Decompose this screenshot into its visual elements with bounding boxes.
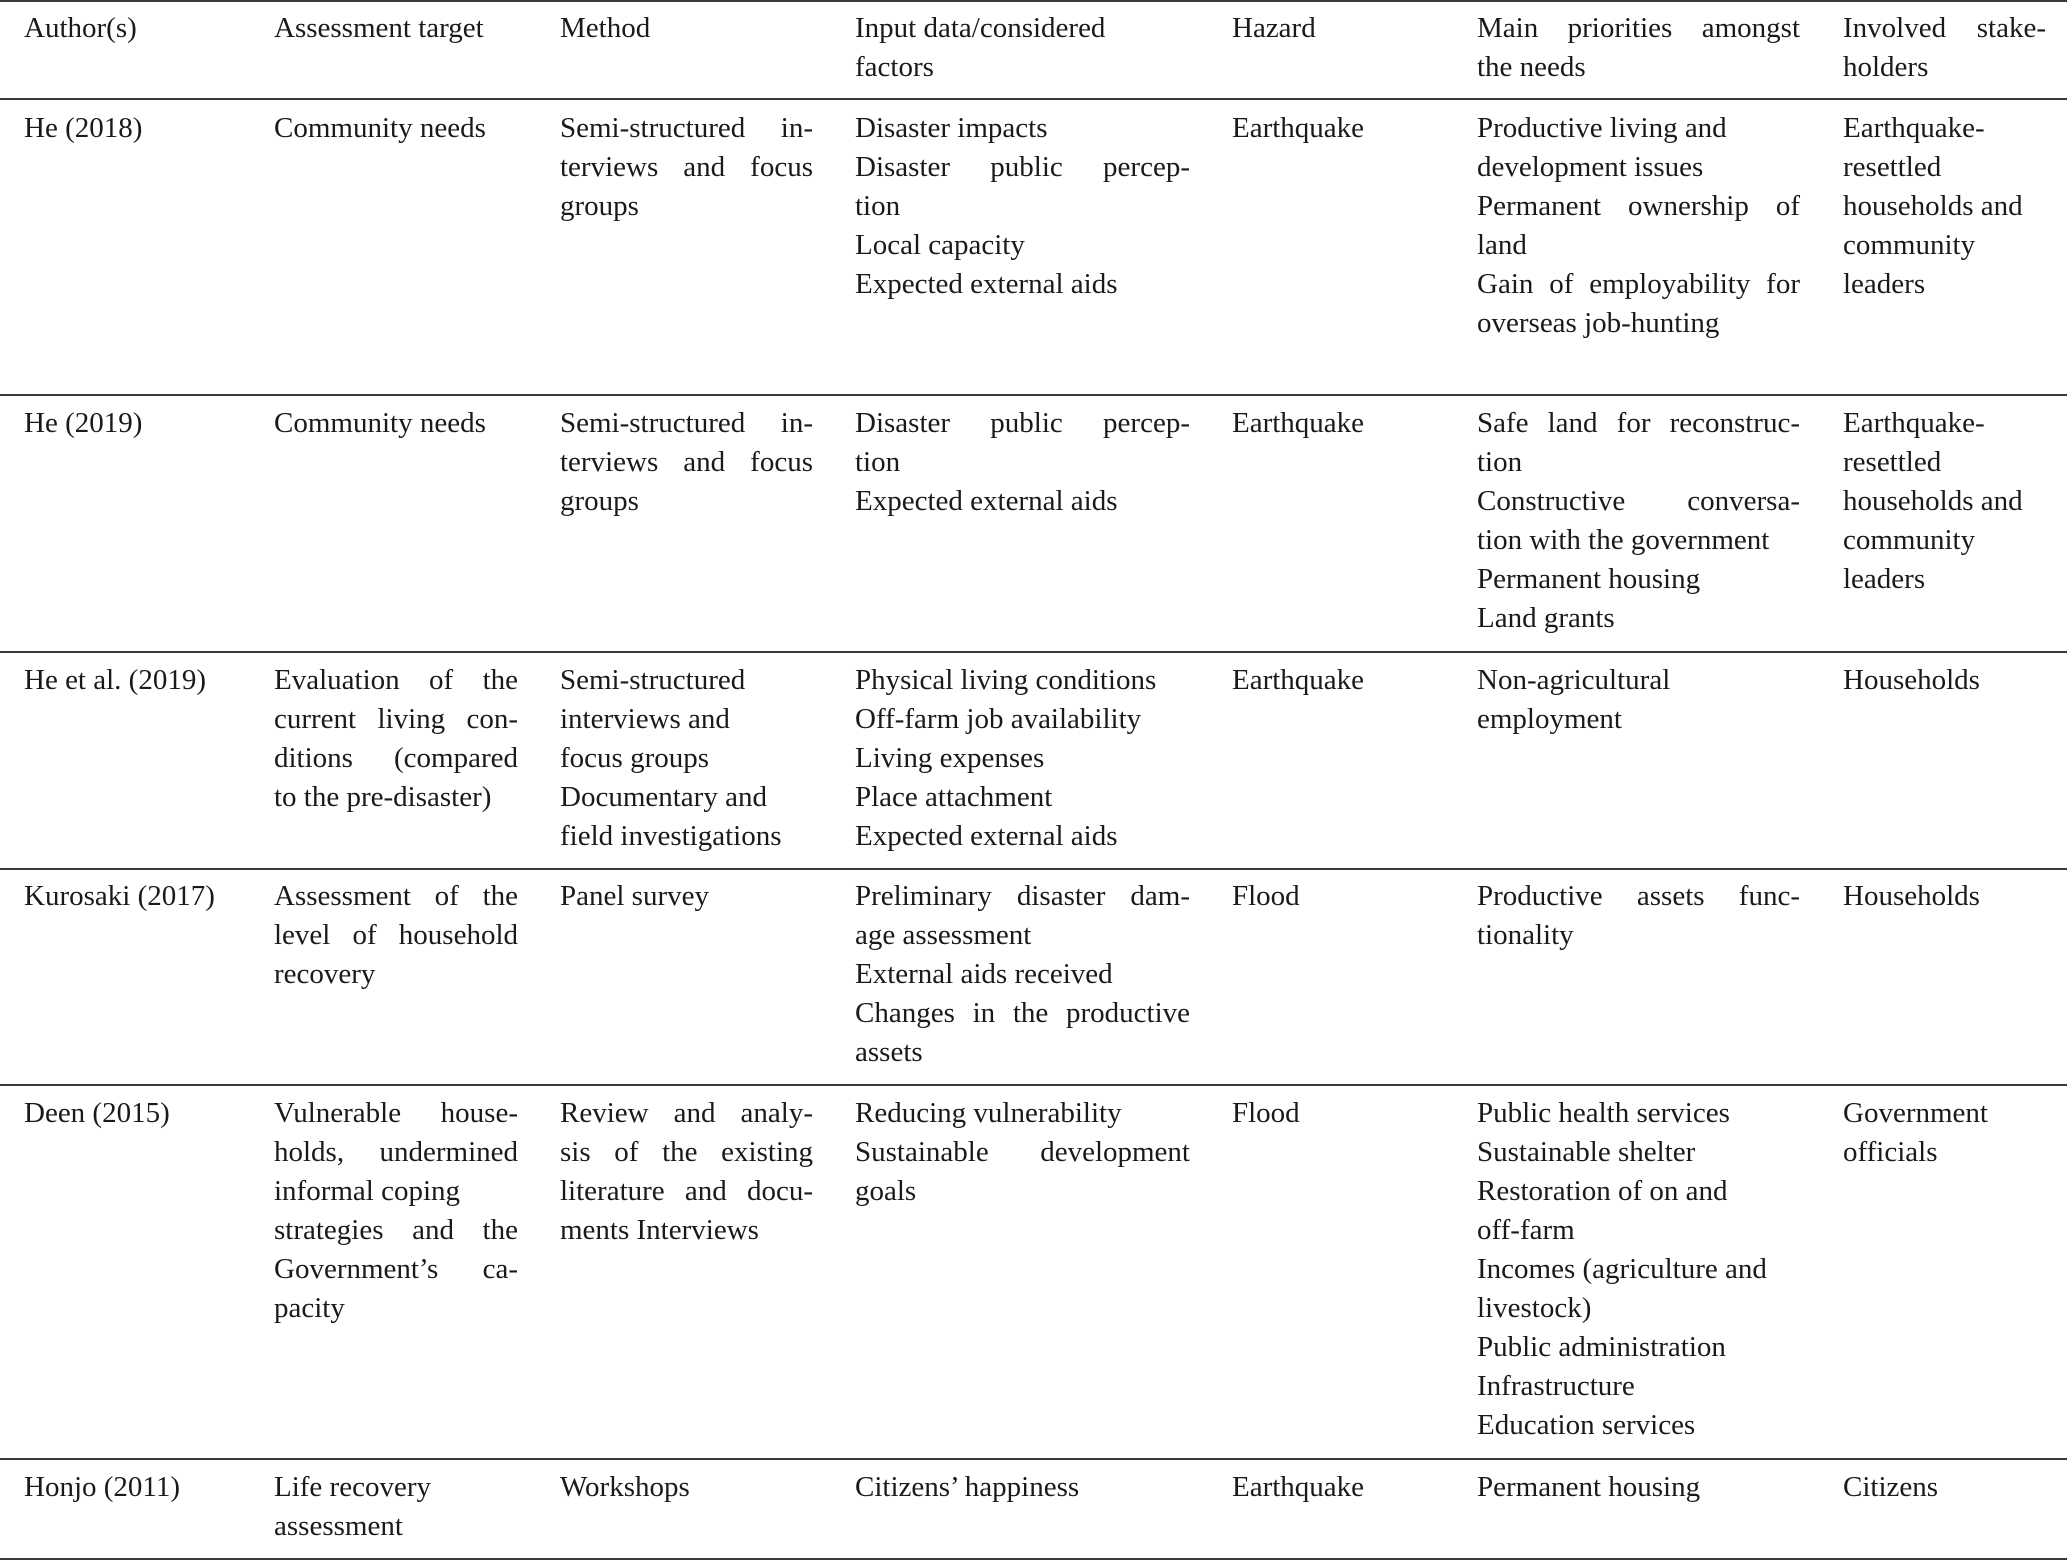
cell-line: officials: [1843, 1136, 1938, 1168]
cell-line: Evaluation of the: [274, 664, 518, 696]
cell-line: Earthquake: [1232, 407, 1365, 439]
cell-line: Kurosaki (2017): [24, 880, 215, 912]
cell-line: Sustainable shelter: [1477, 1136, 1696, 1168]
cell-line: He et al. (2019): [24, 664, 206, 696]
cell-line: Infrastructure: [1477, 1370, 1635, 1402]
author-cell: [24, 109, 264, 148]
row-divider: [0, 1084, 2067, 1086]
header-line: Hazard: [1232, 12, 1316, 44]
header-stakeholders: [1843, 9, 2046, 87]
cell-line: Life recovery: [274, 1471, 431, 1503]
header-line: the needs: [1477, 51, 1586, 83]
cell-line: Households: [1843, 880, 1980, 912]
cell-line: community: [1843, 524, 1976, 556]
stakeholders-cell: [1843, 877, 2046, 916]
cell-line: Expected external aids: [855, 485, 1118, 517]
header-priorities: [1477, 9, 1800, 87]
cell-line: Semi-structured in-: [560, 407, 813, 439]
hazard-cell: [1232, 1468, 1432, 1507]
hazard-cell: [1232, 1094, 1432, 1133]
stakeholders-cell: [1843, 109, 2046, 304]
cell-line: Gain of employability for: [1477, 268, 1800, 300]
header-hazard: [1232, 9, 1432, 48]
cell-line: Physical living conditions: [855, 664, 1157, 696]
cell-line: Expected external aids: [855, 268, 1118, 300]
cell-line: Earthquake-: [1843, 112, 1985, 144]
stakeholders-cell: [1843, 1094, 2046, 1172]
cell-line: Permanent housing: [1477, 1471, 1701, 1503]
cell-line: field investigations: [560, 820, 782, 852]
method-cell: [560, 1094, 813, 1250]
cell-line: Semi-structured in-: [560, 112, 813, 144]
cell-line: Review and analy-: [560, 1097, 813, 1129]
priorities-cell: [1477, 877, 1800, 955]
cell-line: Non-agricultural: [1477, 664, 1671, 696]
hazard-cell: [1232, 661, 1432, 700]
cell-line: Expected external aids: [855, 820, 1118, 852]
cell-line: Permanent ownership of: [1477, 190, 1800, 222]
cell-line: Panel survey: [560, 880, 709, 912]
cell-line: level of household: [274, 919, 518, 951]
header-line: Assessment target: [274, 12, 484, 44]
cell-line: employment: [1477, 703, 1622, 735]
cell-line: sis of the existing: [560, 1136, 813, 1168]
cell-line: informal coping: [274, 1175, 461, 1207]
cell-line: interviews and: [560, 703, 730, 735]
cell-line: Off-farm job availability: [855, 703, 1142, 735]
hazard-cell: [1232, 404, 1432, 443]
cell-line: Education services: [1477, 1409, 1696, 1441]
hazard-cell: [1232, 109, 1432, 148]
cell-line: tion with the government: [1477, 524, 1770, 556]
cell-line: Government’s ca-: [274, 1253, 518, 1285]
method-cell: [560, 661, 813, 856]
cell-line: age assessment: [855, 919, 1032, 951]
stakeholders-cell: [1843, 1468, 2046, 1507]
cell-line: Public administration: [1477, 1331, 1726, 1363]
cell-line: overseas job-hunting: [1477, 307, 1720, 339]
cell-line: He (2018): [24, 112, 143, 144]
cell-line: Productive living and: [1477, 112, 1727, 144]
row-divider: [0, 394, 2067, 396]
cell-line: Incomes (agriculture and: [1477, 1253, 1767, 1285]
cell-line: ditions (compared: [274, 742, 518, 774]
priorities-cell: [1477, 1094, 1800, 1445]
author-cell: [24, 1468, 264, 1507]
cell-line: Safe land for reconstruc-: [1477, 407, 1800, 439]
cell-line: Restoration of on and: [1477, 1175, 1728, 1207]
assessment-target-cell: [274, 404, 518, 443]
row-divider: [0, 868, 2067, 870]
cell-line: terviews and focus: [560, 151, 813, 183]
cell-line: literature and docu-: [560, 1175, 813, 1207]
cell-line: Semi-structured: [560, 664, 746, 696]
cell-line: Earthquake-: [1843, 407, 1985, 439]
cell-line: Households: [1843, 664, 1980, 696]
cell-line: Deen (2015): [24, 1097, 170, 1129]
assessment-target-cell: [274, 661, 518, 817]
cell-line: Flood: [1232, 1097, 1300, 1129]
input-data-cell: [855, 109, 1190, 304]
cell-line: groups: [560, 190, 639, 222]
method-cell: [560, 109, 813, 226]
cell-line: groups: [560, 485, 639, 517]
cell-line: off-farm: [1477, 1214, 1575, 1246]
cell-line: resettled: [1843, 151, 1942, 183]
top-rule: [0, 0, 2067, 2]
input-data-cell: [855, 1468, 1190, 1507]
cell-line: Citizens’ happiness: [855, 1471, 1080, 1503]
cell-line: Workshops: [560, 1471, 690, 1503]
method-cell: [560, 404, 813, 521]
cell-line: Earthquake: [1232, 664, 1365, 696]
cell-line: Local capacity: [855, 229, 1025, 261]
header-line: holders: [1843, 51, 1929, 83]
cell-line: community: [1843, 229, 1976, 261]
cell-line: leaders: [1843, 563, 1926, 595]
cell-line: He (2019): [24, 407, 143, 439]
cell-line: development issues: [1477, 151, 1704, 183]
cell-line: Place attachment: [855, 781, 1053, 813]
cell-line: pacity: [274, 1292, 345, 1324]
assessment-target-cell: [274, 109, 518, 148]
cell-line: External aids received: [855, 958, 1113, 990]
cell-line: Earthquake: [1232, 112, 1365, 144]
input-data-cell: [855, 877, 1190, 1072]
assessment-target-cell: [274, 1094, 518, 1328]
cell-line: Land grants: [1477, 602, 1615, 634]
author-cell: [24, 877, 264, 916]
cell-line: livestock): [1477, 1292, 1592, 1324]
author-cell: [24, 1094, 264, 1133]
cell-line: assets: [855, 1036, 923, 1068]
cell-line: focus groups: [560, 742, 710, 774]
author-cell: [24, 404, 264, 443]
row-divider: [0, 1458, 2067, 1460]
cell-line: Flood: [1232, 880, 1300, 912]
cell-line: goals: [855, 1175, 917, 1207]
cell-line: Vulnerable house-: [274, 1097, 518, 1129]
cell-line: Reducing vulnerability: [855, 1097, 1122, 1129]
cell-line: ments Interviews: [560, 1214, 759, 1246]
assessment-target-cell: [274, 877, 518, 994]
cell-line: tion: [855, 446, 901, 478]
cell-line: recovery: [274, 958, 376, 990]
method-cell: [560, 1468, 813, 1507]
input-data-cell: [855, 661, 1190, 856]
priorities-cell: [1477, 404, 1800, 638]
cell-line: Sustainable development: [855, 1136, 1190, 1168]
cell-line: Preliminary disaster dam-: [855, 880, 1190, 912]
header-line: Involved stake-: [1843, 12, 2046, 44]
cell-line: Constructive conversa-: [1477, 485, 1800, 517]
header-input: [855, 9, 1190, 87]
cell-line: Community needs: [274, 407, 486, 439]
row-divider: [0, 651, 2067, 653]
cell-line: Changes in the productive: [855, 997, 1190, 1029]
assessment-target-cell: [274, 1468, 518, 1546]
input-data-cell: [855, 1094, 1190, 1211]
cell-line: households and: [1843, 485, 2023, 517]
header-line: Method: [560, 12, 651, 44]
cell-line: Living expenses: [855, 742, 1045, 774]
method-cell: [560, 877, 813, 916]
cell-line: Disaster public percep-: [855, 407, 1190, 439]
cell-line: Assessment of the: [274, 880, 518, 912]
priorities-cell: [1477, 1468, 1800, 1507]
author-cell: [24, 661, 264, 700]
hazard-cell: [1232, 877, 1432, 916]
cell-line: strategies and the: [274, 1214, 518, 1246]
header-line: Input data/considered: [855, 12, 1106, 44]
cell-line: current living con-: [274, 703, 518, 735]
cell-line: Honjo (2011): [24, 1471, 180, 1503]
stakeholders-cell: [1843, 661, 2046, 700]
cell-line: Productive assets func-: [1477, 880, 1800, 912]
bottom-rule: [0, 1558, 2067, 1560]
cell-line: Disaster public percep-: [855, 151, 1190, 183]
cell-line: Government: [1843, 1097, 1988, 1129]
cell-line: leaders: [1843, 268, 1926, 300]
cell-line: Citizens: [1843, 1471, 1939, 1503]
header-rule: [0, 98, 2067, 100]
cell-line: Community needs: [274, 112, 486, 144]
cell-line: tionality: [1477, 919, 1574, 951]
cell-line: to the pre-disaster): [274, 781, 492, 813]
cell-line: Disaster impacts: [855, 112, 1048, 144]
header-line: Author(s): [24, 12, 137, 44]
priorities-cell: [1477, 109, 1800, 343]
cell-line: tion: [1477, 446, 1523, 478]
input-data-cell: [855, 404, 1190, 521]
header-target: [274, 9, 518, 48]
cell-line: tion: [855, 190, 901, 222]
cell-line: resettled: [1843, 446, 1942, 478]
cell-line: Public health services: [1477, 1097, 1730, 1129]
cell-line: holds, undermined: [274, 1136, 518, 1168]
header-author: [24, 9, 264, 48]
cell-line: terviews and focus: [560, 446, 813, 478]
cell-line: Earthquake: [1232, 1471, 1365, 1503]
priorities-cell: [1477, 661, 1800, 739]
header-method: [560, 9, 813, 48]
cell-line: land: [1477, 229, 1527, 261]
cell-line: Documentary and: [560, 781, 767, 813]
stakeholders-cell: [1843, 404, 2046, 599]
header-line: factors: [855, 51, 934, 83]
cell-line: assessment: [274, 1510, 403, 1542]
header-line: Main priorities amongst: [1477, 12, 1800, 44]
cell-line: Permanent housing: [1477, 563, 1701, 595]
cell-line: households and: [1843, 190, 2023, 222]
